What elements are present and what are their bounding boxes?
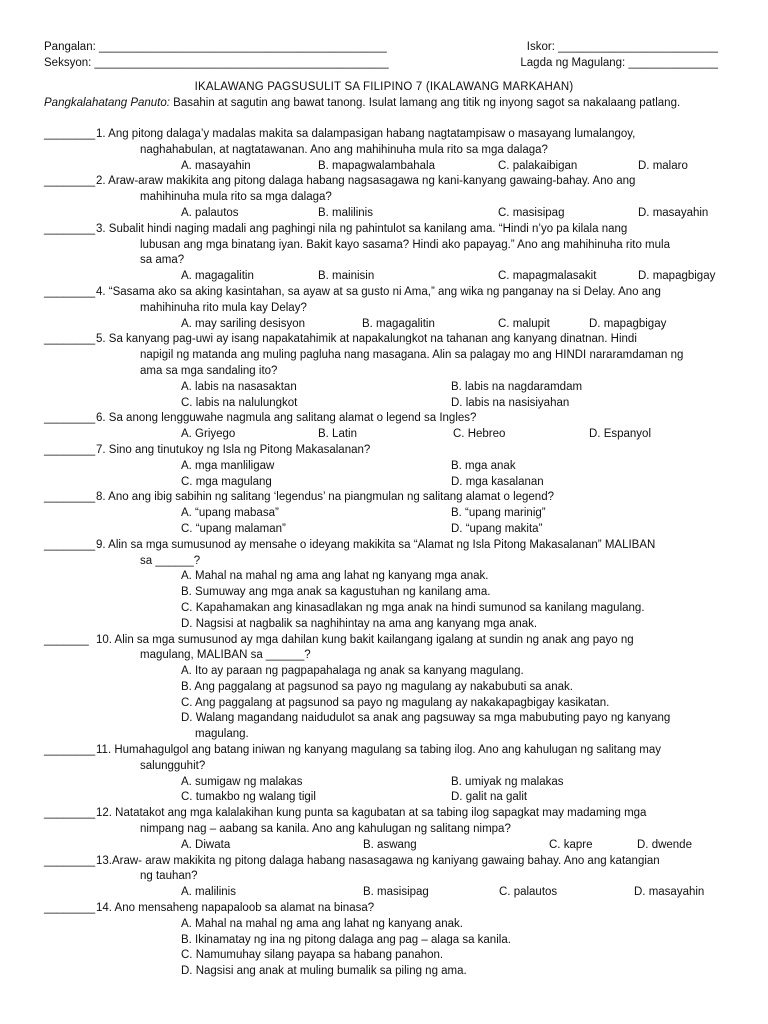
question-text-cont: sa ______? xyxy=(140,554,201,567)
question-text: 3. Subalit hindi naging madali ang paghingi nila ng pahintulot sa kanilang ama. “Hindi n’yo pa kilala nang xyxy=(96,222,628,235)
option-d: D. mapagbigay xyxy=(589,317,667,330)
option-c: C. Kapahamakan ang kinasadlakan ng mga anak na hindi sumunod sa kanilang magulang. xyxy=(181,601,645,614)
question-text: 14. Ano mensaheng napapaloob sa alamat na binasa? xyxy=(96,902,375,915)
option-a: A. magagalitin xyxy=(181,270,254,283)
question-text: 12. Natatakot ang mga kalalakihan kung punta sa kagubatan at sa tabing ilog sapagkat may madaming mga xyxy=(96,807,647,820)
option-d: D. Nagsisi at nagbalik sa naghihintay na ama ang kanyang mga anak. xyxy=(181,617,538,630)
option-c: C. Namumuhay silang payapa sa habang panahon. xyxy=(181,949,444,962)
score-field[interactable]: Iskor: _________________________ xyxy=(526,41,718,53)
parent-signature-field[interactable]: Lagda ng Magulang: ______________ xyxy=(520,56,718,69)
option-b: B. Ang paggalang at pagsunod sa payo ng magulang ay nakabubuti sa anak. xyxy=(181,680,573,693)
option-a: A. masayahin xyxy=(181,159,251,172)
option-b: B. Ikinamatay ng ina ng pitong dalaga ang pag – alaga sa kanila. xyxy=(181,933,511,946)
answer-blank[interactable]: ________ xyxy=(44,333,96,346)
option-b: B. mga anak xyxy=(451,459,516,472)
question-6 xyxy=(44,411,726,443)
option-c: C. mga magulang xyxy=(181,475,272,488)
questions-list xyxy=(44,127,726,980)
option-b: B. mapagwalambahala xyxy=(318,159,435,172)
option-a: A. Mahal na mahal ng ama ang lahat ng kanyang mga anak. xyxy=(181,570,489,583)
answer-blank[interactable]: ________ xyxy=(44,491,96,504)
answer-blank[interactable]: ________ xyxy=(44,285,96,298)
question-1 xyxy=(44,127,726,174)
option-c: C. Ang paggalang at pagsunod sa payo ng magulang ay nakakapagbigay kasikatan. xyxy=(181,696,610,709)
question-10 xyxy=(44,633,726,744)
option-b: B. Sumuway ang mga anak sa kagustuhan ng kanilang ama. xyxy=(181,586,491,599)
answer-blank[interactable]: ________ xyxy=(44,128,96,140)
question-text: 13.Araw- araw makikita ng pitong dalaga habang nasasagawa ng kaniyang gawaing bahay. Ano ang katangian xyxy=(96,854,660,867)
answer-blank[interactable]: ________ xyxy=(44,807,96,820)
question-text: 4. “Sasama ako sa aking kasintahan, sa ayaw at sa gusto ni Ama,” ang wika ng panganay na si Delay. Ano ang xyxy=(96,285,661,298)
question-text-cont: ama sa mga sandaling ito? xyxy=(140,364,278,377)
option-d-cont: magulang. xyxy=(195,728,249,741)
option-d: D. masayahin xyxy=(638,206,709,219)
option-b: B. umiyak ng malakas xyxy=(451,775,564,788)
student-info-header xyxy=(44,40,724,71)
option-a: A. mga manliligaw xyxy=(181,459,275,472)
question-text: 2. Araw-araw makikita ang pitong dalaga habang nagsasagawa ng kani-kanyang gawaing-bahay. Ano ang xyxy=(96,175,636,188)
option-d: D. mapagbigay xyxy=(638,270,716,283)
option-b: B. magagalitin xyxy=(362,317,435,330)
option-d: D. galit na galit xyxy=(451,791,528,804)
option-c: C. Hebreo xyxy=(453,428,506,441)
option-b: B. masisipag xyxy=(363,886,429,899)
question-8 xyxy=(44,490,726,537)
question-text-cont: salungguhit? xyxy=(140,759,206,772)
option-b: B. labis na nagdaramdam xyxy=(451,380,583,393)
option-b: B. “upang marinig” xyxy=(451,507,546,520)
question-13 xyxy=(44,854,726,901)
option-c: C. palautos xyxy=(499,886,558,899)
option-c: C. kapre xyxy=(549,838,593,851)
option-d: D. Nagsisi ang anak at muling bumalik sa piling ng ama. xyxy=(181,965,467,978)
instructions-text: Basahin at sagutin ang bawat tanong. Isulat lamang ang titik ng inyong sagot sa nakalaang patlang. xyxy=(169,97,681,109)
answer-blank[interactable]: ________ xyxy=(44,222,96,235)
question-text: 9. Alin sa mga sumusunod ay mensahe o ideyang makikita sa “Alamat ng Isla Pitong Makasalanan” MALIBAN xyxy=(96,538,656,551)
option-d: D. labis na nasisiyahan xyxy=(451,396,570,409)
option-d: D. “upang makita” xyxy=(451,522,543,535)
option-a: A. sumigaw ng malakas xyxy=(181,775,303,788)
option-a: A. Mahal na mahal ng ama ang lahat ng kanyang anak. xyxy=(181,917,463,930)
answer-blank[interactable]: ________ xyxy=(44,744,96,757)
question-11 xyxy=(44,743,726,806)
question-text: 11. Humahagulgol ang batang iniwan ng kanyang magulang sa tabing ilog. Ano ang kahulugan ng salitang may xyxy=(96,744,661,757)
option-d: D. dwende xyxy=(637,838,692,851)
option-c: C. palakaibigan xyxy=(498,159,578,172)
question-text-cont: naghahabulan, at nagtatawanan. Ano ang mahihinuha mula rito sa mga dalaga? xyxy=(140,143,548,156)
answer-blank[interactable]: ________ xyxy=(44,175,96,188)
option-c: C. malupit xyxy=(498,317,550,330)
option-a: A. labis na nasasaktan xyxy=(181,380,297,393)
question-text-cont: mahihinuha rito mula kay Delay? xyxy=(140,301,307,314)
answer-blank[interactable]: ________ xyxy=(44,854,96,867)
option-d: D. masayahin xyxy=(634,886,705,899)
option-c: C. tumakbo ng walang tigil xyxy=(181,791,316,804)
option-c: C. masisipag xyxy=(498,206,565,219)
option-a: A. palautos xyxy=(181,206,239,219)
option-d: D. Espanyol xyxy=(589,428,652,441)
section-field[interactable]: Seksyon: ______________________________________________ xyxy=(44,56,389,69)
answer-blank[interactable]: _______ xyxy=(44,633,89,646)
question-2 xyxy=(44,174,726,221)
question-text-cont: mahihinuha mula rito sa mga dalaga? xyxy=(140,191,332,204)
instructions-label: Pangkalahatang Panuto: xyxy=(44,97,170,109)
question-text: 10. Alin sa mga sumusunod ay mga dahilan kung bakit kailangang igalang at sundin ng anak ang payo ng xyxy=(96,633,634,646)
option-b: B. Latin xyxy=(318,428,357,441)
question-text: 8. Ano ang ibig sabihin ng salitang ‘legendus’ na piangmulan ng salitang alamat o legend? xyxy=(96,491,554,504)
question-text-cont: sa ama? xyxy=(140,254,185,267)
question-text: 5. Sa kanyang pag-uwi ay isang napakatahimik at napakalungkot na tahanan ang kanyang dinatnan. Hindi xyxy=(96,333,637,346)
option-b: B. malilinis xyxy=(318,206,373,219)
option-c: C. “upang malaman” xyxy=(181,522,286,535)
option-c: C. mapagmalasakit xyxy=(498,270,597,283)
question-14 xyxy=(44,901,726,980)
question-text-cont: ng tauhan? xyxy=(140,870,198,883)
question-4 xyxy=(44,285,726,332)
question-text: 7. Sino ang tinutukoy ng Isla ng Pitong Makasalanan? xyxy=(96,443,371,456)
answer-blank[interactable]: ________ xyxy=(44,538,96,551)
option-c: C. labis na nalulungkot xyxy=(181,396,298,409)
option-d: D. malaro xyxy=(638,159,688,172)
question-9 xyxy=(44,538,726,633)
exam-title: IKALAWANG PAGSUSULIT SA FILIPINO 7 (IKALAWANG MARKAHAN) xyxy=(194,81,574,93)
question-text-cont: napigil ng matanda ang muling pagluha nang masagana. Alin sa palagay mo ang HINDI nararamdaman ng xyxy=(140,349,684,362)
question-text: 1. Ang pitong dalaga’y madalas makita sa dalampasigan habang nagtatampisaw o masayang lumalangoy, xyxy=(96,128,636,140)
option-b: B. aswang xyxy=(363,838,417,851)
option-b: B. mainisin xyxy=(318,270,375,283)
option-a: A. “upang mabasa” xyxy=(181,507,279,520)
option-a: A. Griyego xyxy=(181,428,236,441)
instructions xyxy=(44,96,724,111)
question-text-cont: nimpang nag – aabang sa kanila. Ano ang kahulugan ng salitang nimpa? xyxy=(140,823,511,836)
answer-blank[interactable]: ________ xyxy=(44,443,96,456)
question-3 xyxy=(44,222,726,285)
question-text-cont: lubusan ang mga binatang iyan. Bakit kayo sasama? Hindi ako papayag.” Ano ang mahihinuha rito mula xyxy=(140,238,670,251)
option-d: D. Walang magandang naidudulot sa anak ang pagsuway sa mga mabubuting payo ng kanyang xyxy=(181,712,671,725)
option-a: A. Ito ay paraan ng pagpapahalaga ng anak sa kanyang magulang. xyxy=(181,665,524,678)
option-a: A. may sariling desisyon xyxy=(181,317,305,330)
option-a: A. malilinis xyxy=(181,886,236,899)
question-text-cont: magulang, MALIBAN sa ______? xyxy=(140,649,311,662)
answer-blank[interactable]: ________ xyxy=(44,412,96,425)
question-12 xyxy=(44,806,726,853)
option-d: D. mga kasalanan xyxy=(451,475,544,488)
option-a: A. Diwata xyxy=(181,838,231,851)
question-5 xyxy=(44,332,726,411)
answer-blank[interactable]: ________ xyxy=(44,902,96,915)
name-field[interactable]: Pangalan: _____________________________________________ xyxy=(44,41,387,53)
question-text: 6. Sa anong lengguwahe nagmula ang salitang alamat o legend sa Ingles? xyxy=(96,412,477,425)
question-7 xyxy=(44,443,726,490)
